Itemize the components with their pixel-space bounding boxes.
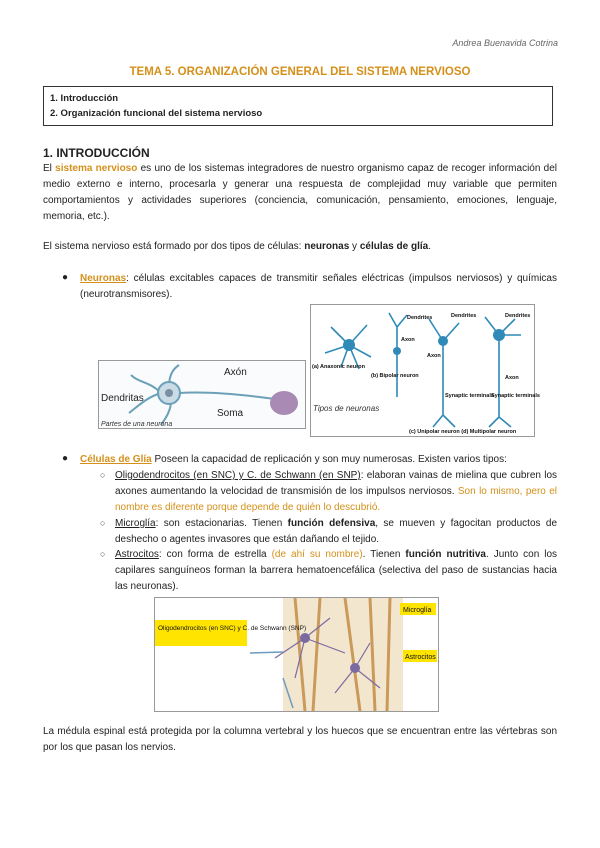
closing-paragraph: La médula espinal está protegida por la columna vertebral y los huecos que se encuentran entre las vértebras son por los que pasan los nervios. <box>43 726 557 753</box>
neuron-parts-figure <box>98 360 306 429</box>
dendrites-label: Dendrites <box>451 313 477 319</box>
soma-label: Soma <box>217 408 244 419</box>
microglia-label: Microglía <box>403 607 432 614</box>
dendrites-label: Dendrites <box>407 315 433 321</box>
bullet-icon: ● <box>62 453 69 464</box>
axon-label: Axón <box>224 367 247 378</box>
axon-label: Axon <box>427 353 441 359</box>
unipolar-multipolar-label: (c) Unipolar neuron (d) Multipolar neuron <box>409 429 517 435</box>
table-of-contents <box>43 86 553 126</box>
glia-paragraph: Células de Glía Poseen la capacidad de replicación y son muy numerosas. Existen varios tipos: <box>80 454 507 465</box>
anaxonic-label: (a) Anaxonic neuron <box>312 364 365 370</box>
author: Andrea Buenavida Cotrina <box>452 38 558 48</box>
neuron-types-illustration <box>311 305 540 436</box>
glia-figure <box>154 597 439 712</box>
bipolar-label: (b) Bipolar neuron <box>371 373 419 379</box>
axon-label: Axon <box>505 375 519 381</box>
neuron-types-figure <box>310 304 540 437</box>
dendritas-label: Dendritas <box>101 393 144 404</box>
astrocitos-label: Astrocitos <box>405 654 436 661</box>
figure-caption: Tipos de neuronas <box>313 404 380 413</box>
oligodendrocitos-paragraph: Oligodendrocitos (en SNC) y C. de Schwann (en SNP): elaboran vainas de mielina que cubren los axones aumentando la velocidad de transmisión de los impulsos nerviosos. Son lo mismo, pero el nombre es diferente porque depende de quién lo descubrió. <box>115 470 558 513</box>
synaptic-label: Synaptic terminals <box>491 393 540 399</box>
dendrites-label: Dendrites <box>505 313 531 319</box>
oligodendrocitos-label: Oligodendrocitos (en SNC) y C. de Schwann (SNP) <box>158 625 307 632</box>
glia-illustration <box>155 598 438 711</box>
astrocitos-paragraph: Astrocitos: con forma de estrella (de ahí su nombre). Tienen función nutritiva. Junto con los capilares sanguíneos forman la barrera hematoencefálica (selectiva del paso de sustancias hacia las neuronas). <box>115 549 558 592</box>
figure-caption: Partes de una neurona <box>101 421 173 428</box>
toc-item[interactable]: 2. Organización funcional del sistema nervioso <box>50 108 263 119</box>
cell-types-paragraph: El sistema nervioso está formado por dos tipos de células: neuronas y células de glía. <box>43 241 431 252</box>
bullet-icon: ● <box>62 272 69 283</box>
section-heading: 1. INTRODUCCIÓN <box>43 146 150 160</box>
axon-label: Axon <box>401 337 415 343</box>
neuron-parts-illustration <box>99 361 305 428</box>
microglia-paragraph: Microglía: son estacionarias. Tienen función defensiva, se mueven y fagocitan productos de deshecho o agentes invasores que están dañando el tejido. <box>115 518 558 545</box>
synaptic-label: Synaptic terminals <box>445 393 494 399</box>
sub-bullet-icon: ○ <box>100 549 106 559</box>
sub-bullet-icon: ○ <box>100 470 106 480</box>
sub-bullet-icon: ○ <box>100 518 106 528</box>
neuronas-paragraph: Neuronas: células excitables capaces de transmitir señales eléctricas (impulsos nerviosos) y químicas (neurotransmisores). <box>80 273 557 300</box>
term-sistema-nervioso: sistema nervioso <box>55 163 138 174</box>
toc-item[interactable]: 1. Introducción <box>50 93 119 104</box>
intro-paragraph: El sistema nervioso es uno de los sistemas integradores de nuestro organismo capaz de recoger información del medio externo e interno, procesarla y generar una respuesta de complejidad muy variable que permiten comportamientos y actividades superiores (conciencia, comunicación, pensamiento, emociones, lenguaje, memoria, etc.). <box>43 163 558 222</box>
page-title: TEMA 5. ORGANIZACIÓN GENERAL DEL SISTEMA NERVIOSO <box>129 66 471 78</box>
